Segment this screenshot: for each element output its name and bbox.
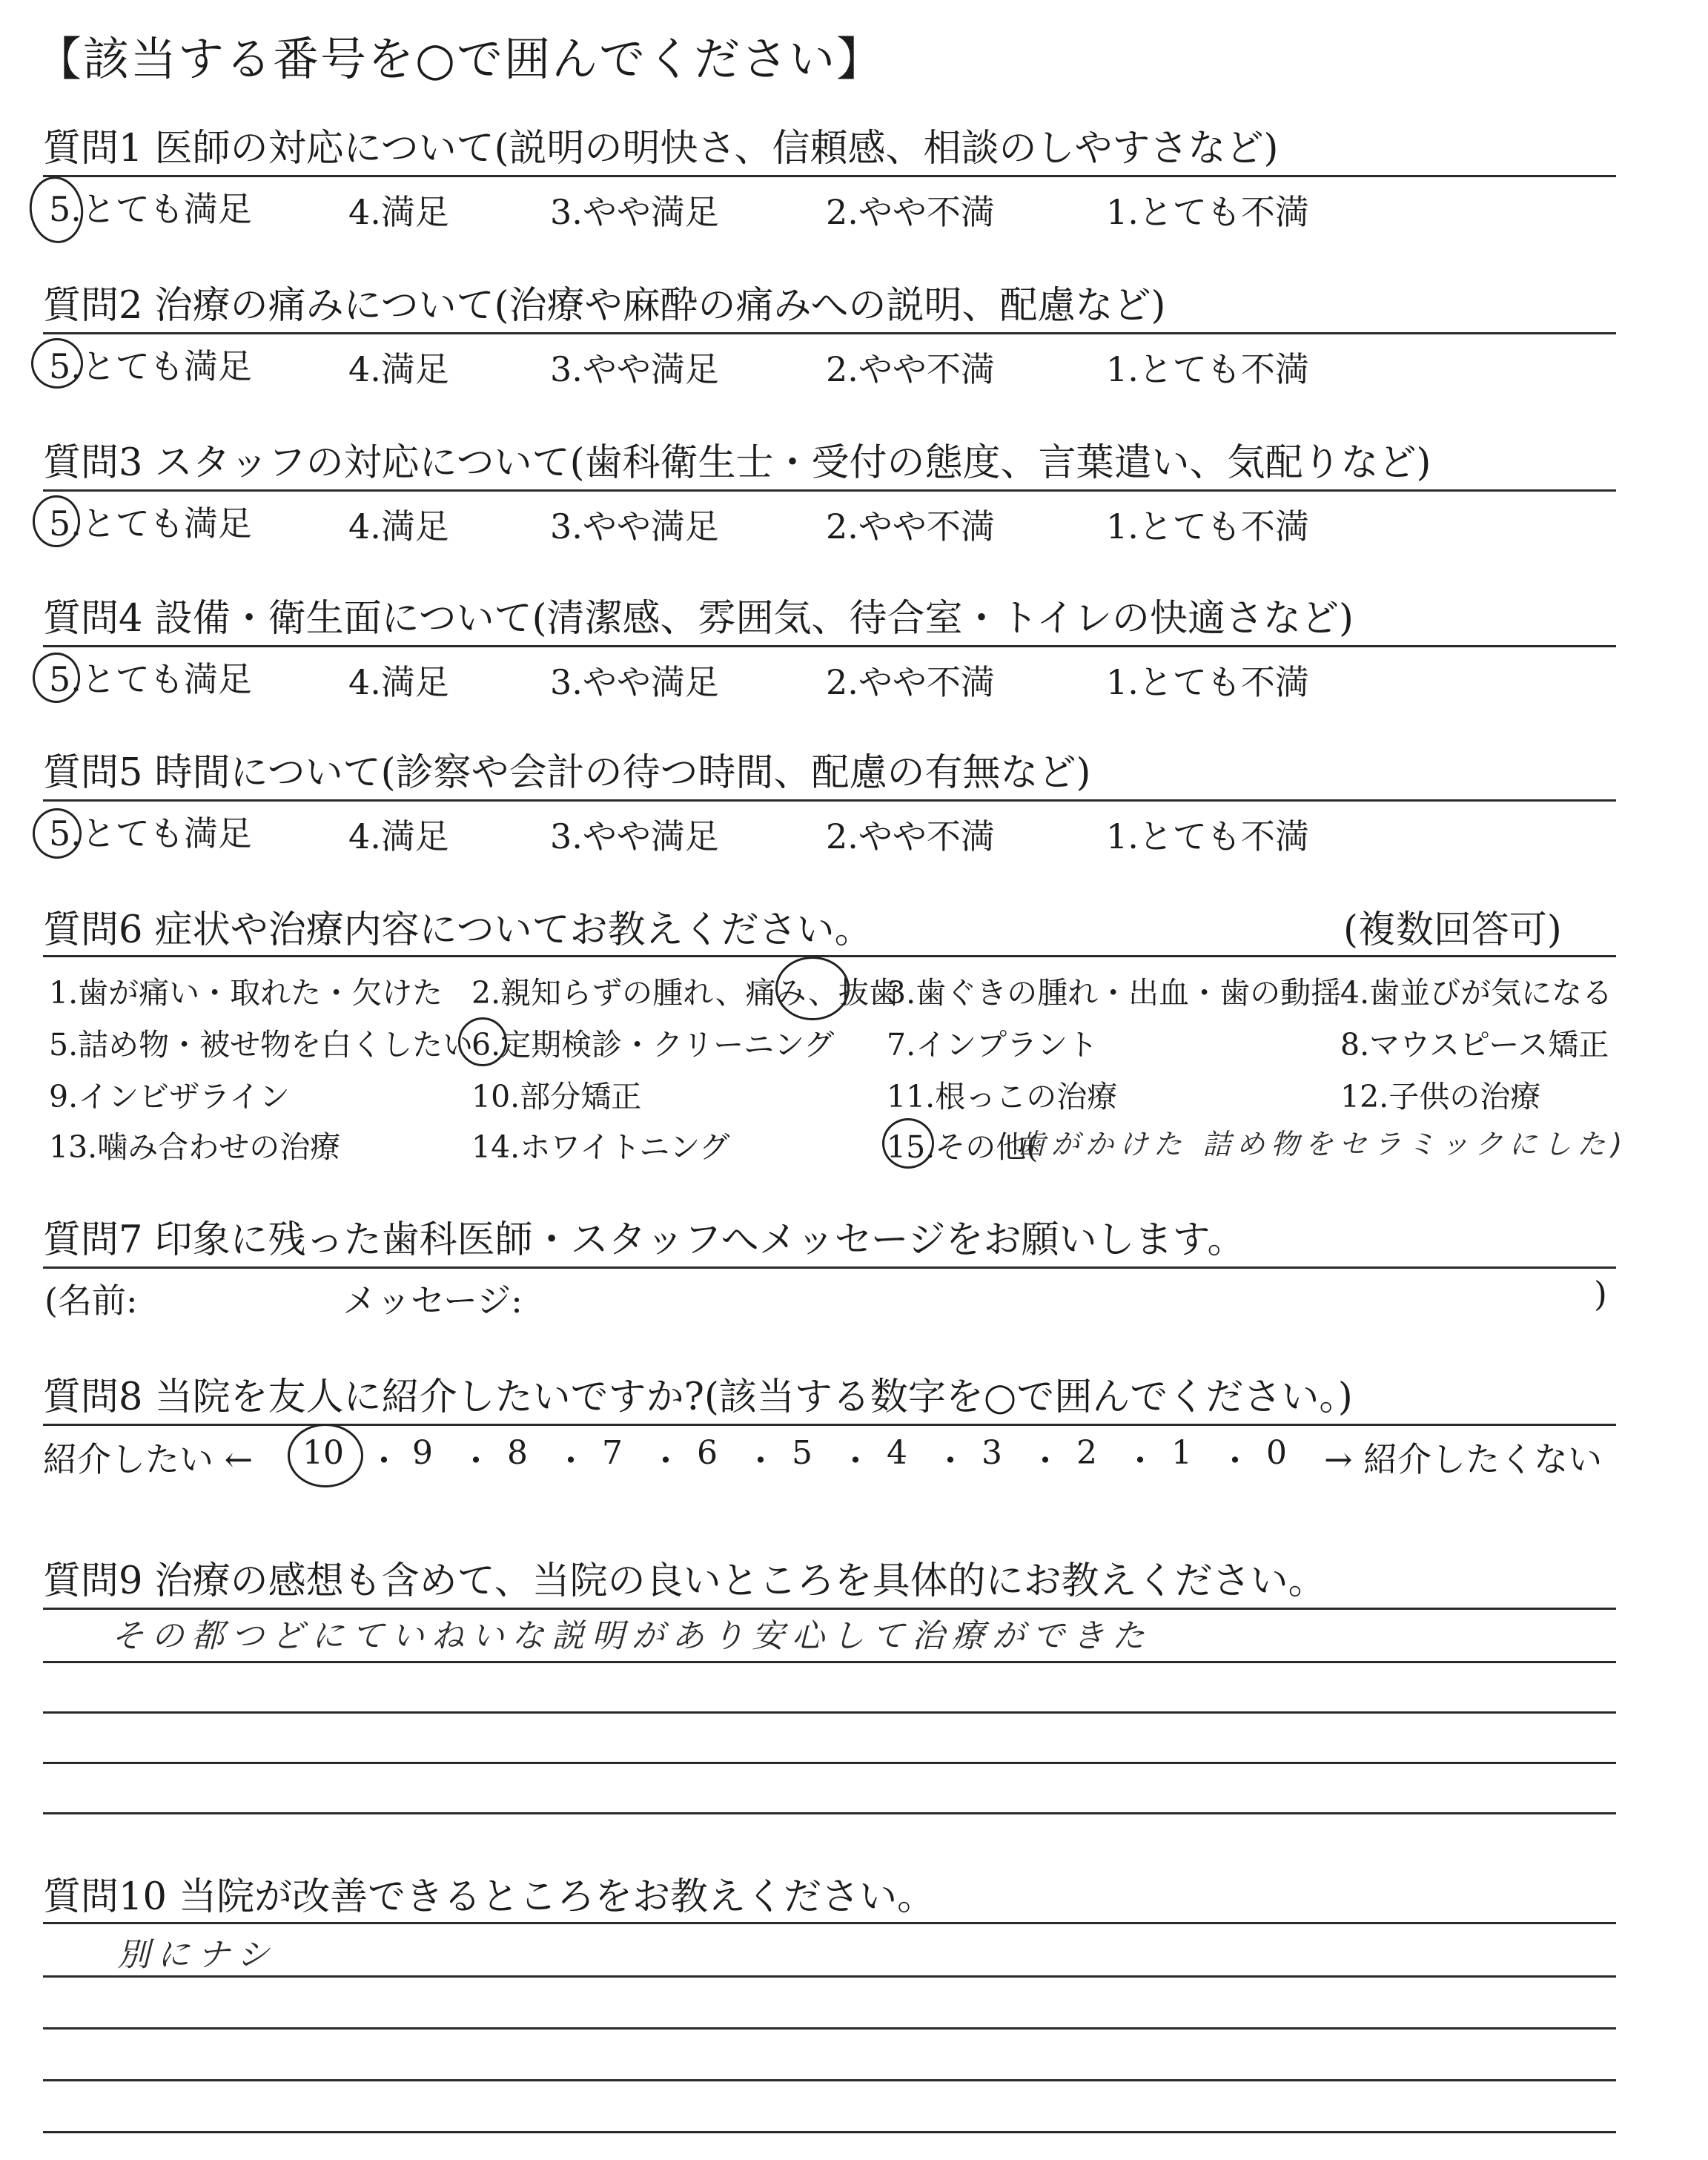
question-4-heading: 質問4 設備・衛生面について(清潔感、雰囲気、待合室・トイレの快適さなど): [43, 597, 1354, 641]
question-10-heading: 質問10 当院が改善できるところをお教えください。: [43, 1875, 936, 1919]
selection-circle: [31, 338, 83, 389]
scale-dot: ・: [649, 1442, 682, 1480]
recommend-right-label: → 紹介したくない: [1324, 1439, 1603, 1479]
scale-dot: ・: [555, 1442, 587, 1480]
divider: [43, 645, 1616, 647]
option-3[interactable]: 3.歯ぐきの腫れ・出血・歯の動揺: [887, 975, 1342, 1011]
scale-dot: ・: [934, 1442, 967, 1480]
scale-2[interactable]: 2: [1076, 1434, 1097, 1472]
question-9-heading: 質問9 治療の感想も含めて、当院の良いところを具体的にお教えください。: [43, 1559, 1326, 1603]
q9-handwritten-answer: その都つどにていねいな説明があり安心して治療ができた: [111, 1617, 1152, 1655]
option-3[interactable]: 3.やや満足: [550, 192, 719, 232]
question-3-heading: 質問3 スタッフの対応について(歯科衛生士・受付の態度、言葉遣い、気配りなど): [43, 441, 1431, 485]
q10-handwritten-answer: 別にナシ: [117, 1936, 277, 1974]
option-6[interactable]: 6.定期検診・クリーニング: [471, 1027, 835, 1063]
writing-line: [43, 1762, 1616, 1764]
scale-dot: ・: [460, 1442, 492, 1480]
option-4[interactable]: 4.歯並びが気になる: [1340, 975, 1613, 1011]
scale-1[interactable]: 1: [1171, 1434, 1192, 1472]
option-2[interactable]: 2.やや不満: [826, 816, 995, 856]
writing-line: [43, 2027, 1616, 2029]
divider: [43, 1266, 1616, 1269]
divider: [43, 489, 1616, 492]
question-8-heading: 質問8 当院を友人に紹介したいですか?(該当する数字を○で囲んでください。): [43, 1375, 1353, 1419]
scale-0[interactable]: 0: [1266, 1434, 1287, 1472]
option-4[interactable]: 4.満足: [348, 192, 449, 232]
selection-circle: [33, 495, 80, 547]
scale-dot: ・: [1029, 1442, 1062, 1480]
option-3[interactable]: 3.やや満足: [550, 506, 719, 546]
option-2[interactable]: 2.やや不満: [826, 349, 995, 389]
message-label: メッセージ:: [342, 1281, 523, 1321]
option-1[interactable]: 1.とても不満: [1106, 349, 1309, 389]
option-1[interactable]: 1.とても不満: [1106, 506, 1309, 546]
option-12[interactable]: 12.子供の治療: [1340, 1079, 1541, 1114]
divider: [43, 332, 1616, 334]
scale-5[interactable]: 5: [792, 1434, 812, 1472]
option-5[interactable]: 5.詰め物・被せ物を白くしたい: [49, 1027, 474, 1063]
option-2[interactable]: 2.やや不満: [826, 506, 995, 546]
option-2[interactable]: 2.親知らずの腫れ、痛み、抜歯: [471, 975, 900, 1011]
option-1[interactable]: 1.とても不満: [1106, 192, 1309, 232]
writing-line: [43, 1975, 1616, 1978]
option-2[interactable]: 2.やや不満: [826, 662, 995, 702]
option-5[interactable]: 5.とても満足: [49, 503, 252, 544]
closing-paren: ): [1594, 1274, 1607, 1314]
divider: [43, 955, 1616, 957]
scale-dot: ・: [744, 1442, 777, 1480]
option-4[interactable]: 4.満足: [348, 662, 449, 702]
option-4[interactable]: 4.満足: [348, 816, 449, 856]
option-4[interactable]: 4.満足: [348, 506, 449, 546]
option-15[interactable]: 15.その他(: [887, 1129, 1039, 1165]
option-5[interactable]: 5.とても満足: [49, 813, 252, 853]
question-7-heading: 質問7 印象に残った歯科医師・スタッフへメッセージをお願いします。: [43, 1218, 1245, 1262]
scale-dot: ・: [368, 1442, 400, 1480]
question-1-heading: 質問1 医師の対応について(説明の明快さ、信頼感、相談のしやすさなど): [43, 127, 1279, 171]
question-6-heading: 質問6 症状や治療内容についてお教えください。: [43, 908, 873, 952]
selection-circle: [458, 1017, 507, 1066]
writing-line: [43, 1812, 1616, 1814]
option-11[interactable]: 11.根っこの治療: [887, 1079, 1118, 1114]
selection-circle: [882, 1118, 934, 1169]
option-4[interactable]: 4.満足: [348, 349, 449, 389]
option-3[interactable]: 3.やや満足: [550, 349, 719, 389]
option-2[interactable]: 2.やや不満: [826, 192, 995, 232]
option-8[interactable]: 8.マウスピース矯正: [1340, 1027, 1609, 1063]
option-5[interactable]: 5.とても満足: [49, 346, 252, 386]
option-5[interactable]: 5.とても満足: [49, 189, 252, 229]
recommend-left-label: 紹介したい ←: [43, 1439, 254, 1479]
option-14[interactable]: 14.ホワイトニング: [471, 1129, 730, 1165]
option-1[interactable]: 1.とても不満: [1106, 816, 1309, 856]
writing-line: [43, 1711, 1616, 1714]
scale-4[interactable]: 4: [887, 1434, 907, 1472]
scale-10[interactable]: 10: [302, 1434, 344, 1472]
writing-line: [43, 2131, 1616, 2133]
form-title: 【該当する番号を○で囲んでください】: [36, 32, 884, 86]
option-3[interactable]: 3.やや満足: [550, 816, 719, 856]
selection-circle: [288, 1424, 363, 1487]
name-label: (名前:: [44, 1281, 138, 1321]
scale-7[interactable]: 7: [602, 1434, 623, 1472]
scale-3[interactable]: 3: [982, 1434, 1002, 1472]
selection-circle: [775, 957, 850, 1020]
option-13[interactable]: 13.噛み合わせの治療: [49, 1129, 341, 1165]
multiple-answer-note: (複数回答可): [1343, 908, 1562, 952]
writing-line: [43, 1661, 1616, 1663]
divider: [43, 1424, 1616, 1426]
scale-6[interactable]: 6: [697, 1434, 718, 1472]
scale-dot: ・: [1124, 1442, 1156, 1480]
scale-9[interactable]: 9: [412, 1434, 433, 1472]
selection-circle: [33, 808, 82, 859]
scale-dot: ・: [1219, 1442, 1251, 1480]
option-1[interactable]: 1.とても不満: [1106, 662, 1309, 702]
divider: [43, 799, 1616, 802]
divider: [43, 175, 1616, 177]
option-7[interactable]: 7.インプラント: [887, 1027, 1099, 1063]
other-handwritten-answer: 歯がかけた 詰め物をセラミックにした): [1017, 1128, 1629, 1160]
question-5-heading: 質問5 時間について(診察や会計の待つ時間、配慮の有無など): [43, 751, 1091, 795]
option-9[interactable]: 9.インビザライン: [49, 1079, 290, 1114]
option-1[interactable]: 1.歯が痛い・取れた・欠けた: [49, 975, 443, 1011]
option-5[interactable]: 5.とても満足: [49, 659, 252, 699]
writing-line: [43, 1922, 1616, 1924]
scale-dot: ・: [839, 1442, 872, 1480]
question-2-heading: 質問2 治療の痛みについて(治療や麻酔の痛みへの説明、配慮など): [43, 284, 1166, 328]
writing-line: [43, 2079, 1616, 2081]
selection-circle: [33, 653, 80, 703]
option-10[interactable]: 10.部分矯正: [471, 1079, 642, 1114]
option-3[interactable]: 3.やや満足: [550, 662, 719, 702]
scale-8[interactable]: 8: [507, 1434, 528, 1472]
